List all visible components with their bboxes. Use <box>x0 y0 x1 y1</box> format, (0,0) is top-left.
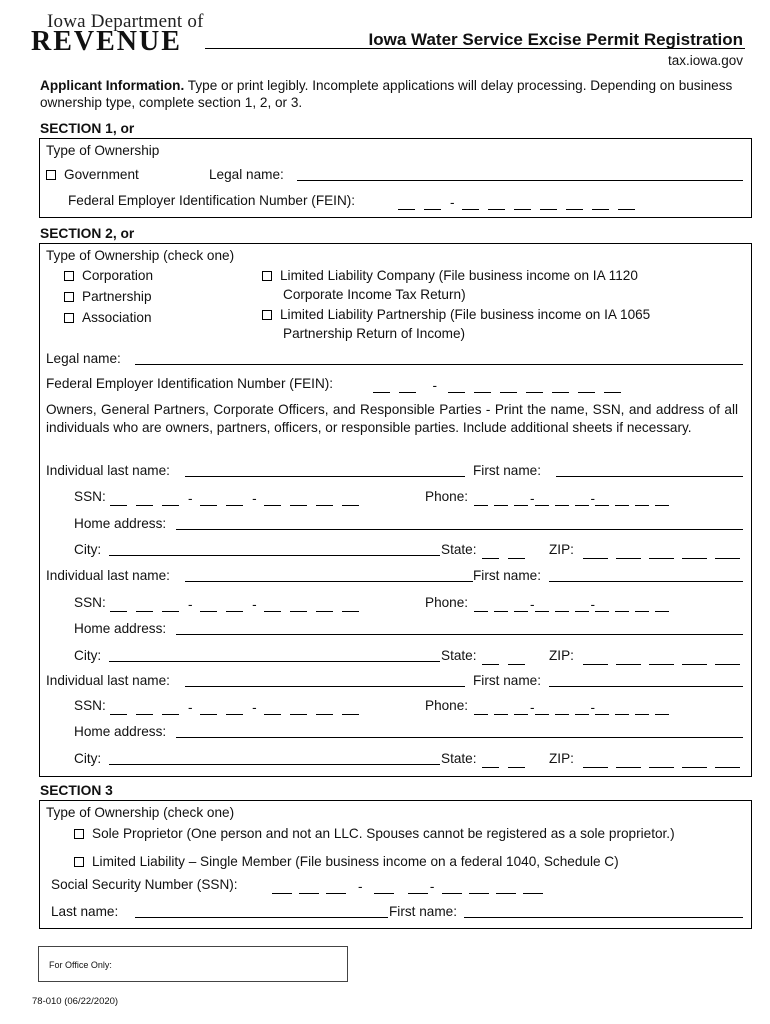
association-checkbox[interactable] <box>64 313 74 323</box>
individual2-ssn-label: SSN: <box>74 595 106 610</box>
individual1-state-field[interactable] <box>482 544 525 559</box>
section3-heading: SECTION 3 <box>40 783 113 798</box>
association-option[interactable] <box>64 310 152 325</box>
section1-type-label: Type of Ownership <box>46 143 160 158</box>
individual3-last-name-field[interactable] <box>185 675 465 687</box>
individual2-first-name-field[interactable] <box>549 570 743 582</box>
section1-fein-field[interactable]: - <box>398 195 644 210</box>
section3-last-name-label: Last name: <box>51 904 119 919</box>
individual1-home-address-field[interactable] <box>176 518 743 530</box>
sole-proprietor-label: Sole Proprietor (One person and not an LLC. Spouses cannot be registered as a sole proprietor.) <box>92 826 675 841</box>
llc-checkbox[interactable] <box>262 271 272 281</box>
individual2-phone-field[interactable]: - - <box>474 597 669 612</box>
individual2-state-label: State: <box>441 648 477 663</box>
owners-instructions: Owners, General Partners, Corporate Officers, and Responsible Parties - Print the name, SSN, and address of all individuals who are owners, partners, officers, or responsible parties. Include additional sheets if necessary. <box>46 402 738 435</box>
single-member-label: Limited Liability – Single Member (File business income on a federal 1040, Schedule C) <box>92 854 619 869</box>
section3-first-name-label: First name: <box>389 904 457 919</box>
corporation-checkbox[interactable] <box>64 271 74 281</box>
individual2-zip-label: ZIP: <box>549 648 574 663</box>
section2-legal-name-label: Legal name: <box>46 351 121 366</box>
association-label: Association <box>82 310 152 325</box>
logo-revenue: REVENUE <box>31 26 182 57</box>
single-member-checkbox[interactable] <box>74 857 84 867</box>
individual3-city-field[interactable] <box>109 753 440 765</box>
government-label: Government <box>64 167 139 182</box>
individual2-zip-field[interactable] <box>583 650 740 665</box>
individual2-first-name-label: First name: <box>473 568 541 583</box>
section3-type-label: Type of Ownership (check one) <box>46 805 235 820</box>
individual3-city-label: City: <box>74 751 102 766</box>
section1-legal-name-field[interactable] <box>297 169 743 181</box>
single-member-option[interactable] <box>74 854 619 869</box>
individual3-zip-label: ZIP: <box>549 751 574 766</box>
section3-ssn-field[interactable]: - - <box>272 879 543 894</box>
llp-checkbox[interactable] <box>262 310 272 320</box>
individual2-last-name-field[interactable] <box>185 570 473 582</box>
individual1-home-address-label: Home address: <box>74 516 167 531</box>
sole-proprietor-option[interactable] <box>74 826 675 841</box>
section2-type-label: Type of Ownership (check one) <box>46 248 235 263</box>
individual2-city-label: City: <box>74 648 102 663</box>
individual1-state-label: State: <box>441 542 477 557</box>
llc-label: Limited Liability Company (File business income on IA 1120 <box>280 268 638 283</box>
government-checkbox[interactable] <box>46 170 56 180</box>
individual1-last-name-field[interactable] <box>185 465 465 477</box>
individual1-city-field[interactable] <box>109 544 440 556</box>
partnership-option[interactable] <box>64 289 152 304</box>
individual2-state-field[interactable] <box>482 650 525 665</box>
llp-label-line2: Partnership Return of Income) <box>283 326 466 341</box>
individual2-ssn-field[interactable]: - - <box>110 597 368 612</box>
individual3-state-field[interactable] <box>482 753 525 768</box>
section1-legal-name-label: Legal name: <box>209 167 284 182</box>
section2-fein-label: Federal Employer Identification Number (FEIN): <box>46 376 334 391</box>
intro-text <box>40 77 740 111</box>
office-use-box <box>38 946 348 982</box>
individual1-phone-label: Phone: <box>425 489 469 504</box>
individual3-home-address-label: Home address: <box>74 724 167 739</box>
logo-top-text: Iowa Department of <box>47 11 204 32</box>
llp-option[interactable] <box>262 307 650 322</box>
individual3-first-name-field[interactable] <box>549 675 743 687</box>
corporation-label: Corporation <box>82 268 154 283</box>
individual3-first-name-label: First name: <box>473 673 541 688</box>
individual1-zip-label: ZIP: <box>549 542 574 557</box>
individual1-phone-field[interactable]: - - <box>474 491 669 506</box>
section3-last-name-field[interactable] <box>135 906 388 918</box>
section3-ssn-label: Social Security Number (SSN): <box>51 877 238 892</box>
form-number: 78-010 (06/22/2020) <box>32 996 119 1007</box>
individual3-zip-field[interactable] <box>583 753 740 768</box>
sole-proprietor-checkbox[interactable] <box>74 829 84 839</box>
individual3-last-name-label: Individual last name: <box>46 673 170 688</box>
individual3-home-address-field[interactable] <box>176 726 743 738</box>
section2-legal-name-field[interactable] <box>135 353 743 365</box>
section2-fein-field[interactable]: - <box>373 378 630 393</box>
individual1-first-name-label: First name: <box>473 463 541 478</box>
section1-fein-label: Federal Employer Identification Number (FEIN): <box>68 193 356 208</box>
llp-label: Limited Liability Partnership (File business income on IA 1065 <box>280 307 651 322</box>
section1-heading: SECTION 1, or <box>40 121 135 136</box>
individual1-city-label: City: <box>74 542 102 557</box>
individual1-zip-field[interactable] <box>583 544 740 559</box>
individual2-last-name-label: Individual last name: <box>46 568 170 583</box>
individual1-ssn-label: SSN: <box>74 489 106 504</box>
individual2-city-field[interactable] <box>109 650 440 662</box>
office-use-label: For Office Only: <box>49 960 112 970</box>
individual3-ssn-field[interactable]: - - <box>110 700 368 715</box>
website: tax.iowa.gov <box>667 53 743 68</box>
llc-label-line2: Corporate Income Tax Return) <box>283 287 466 302</box>
individual1-ssn-field[interactable]: - - <box>110 491 368 506</box>
individual1-last-name-label: Individual last name: <box>46 463 170 478</box>
section3-first-name-field[interactable] <box>464 906 743 918</box>
individual3-phone-label: Phone: <box>425 698 469 713</box>
individual3-phone-field[interactable]: - - <box>474 700 669 715</box>
individual1-first-name-field[interactable] <box>556 465 743 477</box>
section1-government-option[interactable] <box>46 167 139 182</box>
individual3-state-label: State: <box>441 751 477 766</box>
individual2-home-address-field[interactable] <box>176 623 743 635</box>
partnership-checkbox[interactable] <box>64 292 74 302</box>
intro-bold: Applicant Information. <box>40 78 185 93</box>
intro-body: Type or print legibly. Incomplete applications will delay processing. Depending on business ownership type, complete section 1, 2, or 3. <box>40 78 733 110</box>
individual2-home-address-label: Home address: <box>74 621 167 636</box>
page-title: Iowa Water Service Excise Permit Registration <box>368 30 743 49</box>
individual2-phone-label: Phone: <box>425 595 469 610</box>
section2-heading: SECTION 2, or <box>40 226 135 241</box>
corporation-option[interactable] <box>64 268 153 283</box>
llc-option[interactable] <box>262 268 638 283</box>
individual3-ssn-label: SSN: <box>74 698 106 713</box>
partnership-label: Partnership <box>82 289 152 304</box>
